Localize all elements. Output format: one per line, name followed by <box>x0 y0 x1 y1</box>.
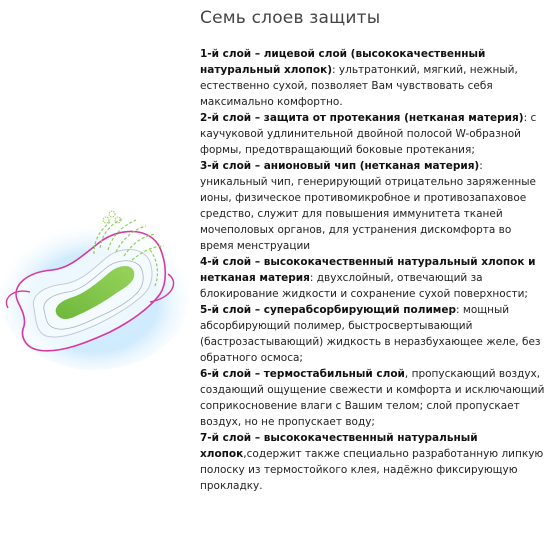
layer-heading: 2-й слой – защита от протекания (нетканая материя) <box>200 112 524 124</box>
layer-item-3 <box>200 158 545 254</box>
layer-description: : с каучуковой удлинительной двойной полосой W-образной формы, предотвращающий боковые протекания; <box>200 112 537 156</box>
layer-description: : двухслойный, отвечающий за блокирование жидкости и сохранение сухой поверхности; <box>200 272 528 300</box>
layer-heading: 6-й слой – термостабильный слой <box>200 368 405 380</box>
sanitary-pad-illustration <box>0 190 195 380</box>
layer-heading: 5-й слой – суперабсорбирующий полимер <box>200 304 457 316</box>
layer-description: : мощный абсорбирующий полимер, быстросвертывающий (бастрозастывающий) жидкость в неразбухающее желе, без обратного осмоса; <box>200 304 541 364</box>
layer-item-1 <box>200 46 545 110</box>
layer-item-5 <box>200 302 545 366</box>
layer-heading: 3-й слой – анионовый чип (нетканая материя) <box>200 160 480 172</box>
layer-marker-dot <box>109 211 115 217</box>
layer-description: : ультратонкий, мягкий, нежный, естественно сухой, позволяет Вам чувствовать себя максимально комфортно. <box>200 64 518 108</box>
layer-description: : уникальный чип, генерирующий отрицательно заряженные ионы, физическое противомикробное и противозапаховое средство, служит для повышения иммунитета тканей мочеполовых органов, для устранения дискомфорта во время менструации <box>200 160 536 252</box>
layer-item-6 <box>200 366 545 430</box>
layers-list <box>200 46 545 494</box>
layer-heading: 7-й слой – высококачественный натуральный хлопок <box>200 432 478 460</box>
page-title: Семь слоев защиты <box>200 8 381 28</box>
layer-heading: 1-й слой – лицевой слой (высококачественный натуральный хлопок) <box>200 48 486 76</box>
layer-item-4 <box>200 254 545 302</box>
layer-description: ,содержит также специально разработанную липкую полоску из термостойкого клея, надёжно фиксирующую прокладку. <box>200 448 544 492</box>
layer-item-7 <box>200 430 545 494</box>
layer-description: , пропускающий воздух, создающий ощущение свежести и комфорта и исключающий соприкосновение влаги с Вашим телом; слой пропускает воздух, но не пропускает воду; <box>200 368 545 428</box>
layer-item-2 <box>200 110 545 158</box>
layer-heading: 4-й слой – высококачественный натуральный хлопок и нетканая материя <box>200 256 536 284</box>
